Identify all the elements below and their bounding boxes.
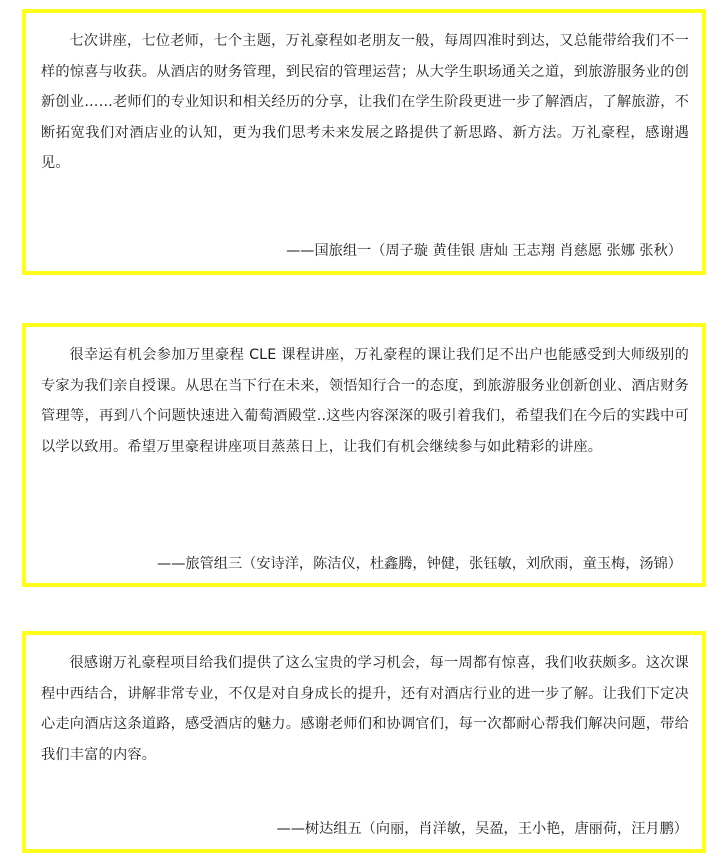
testimonial-text-1: 七次讲座，七位老师，七个主题，万礼豪程如老朋友一般，每周四准时到达，又总能带给我们不一样的惊喜与收获。从酒店的财务管理，到民宿的管理运营；从大学生职场通关之道，到旅游服务业的创新创业……老师们的专业知识和相关经历的分享，让我们在学生阶段更进一步了解酒店，了解旅游，不断拓宽我们对酒店业的认知，更为我们思考未来发展之路提供了新思路、新方法。万礼豪程，感谢遇见。 xyxy=(41,33,689,172)
testimonial-signature-2: ——旅管组三（安诗洋，陈洁仪，杜鑫腾，钟健，张钰敏，刘欣雨，童玉梅，汤锦） xyxy=(157,556,682,572)
testimonial-card-1 xyxy=(22,9,706,275)
testimonial-text-3: 很感谢万礼豪程项目给我们提供了这么宝贵的学习机会，每一周都有惊喜，我们收获颇多。这次课程中西结合，讲解非常专业，不仅是对自身成长的提升，还有对酒店行业的进一步了解。让我们下定决心走向酒店这条道路，感受酒店的魅力。感谢老师们和协调官们，每一次都耐心帮我们解决问题，带给我们丰富的内容。 xyxy=(41,655,689,763)
testimonial-signature-3: ——树达组五（向丽，肖洋敏，吴盈，王小艳，唐丽荷，汪月鹏） xyxy=(276,821,688,837)
testimonial-signature-1: ——国旅组一（周子璇 黄佳银 唐灿 王志翔 肖慈愿 张娜 张秋） xyxy=(286,243,682,259)
testimonial-text-2: 很幸运有机会参加万里豪程 CLE 课程讲座，万礼豪程的课让我们足不出户也能感受到大师级别的专家为我们亲自授课。从思在当下行在未来，领悟知行合一的态度，到旅游服务业创新创业、酒店财务管理等，再到八个问题快速进入葡萄酒殿堂..这些内容深深的吸引着我们，希望我们在今后的实践中可以学以致用。希望万里豪程讲座项目蒸蒸日上，让我们有机会继续参与如此精彩的讲座。 xyxy=(41,347,689,455)
testimonial-card-3 xyxy=(22,631,706,853)
testimonial-card-2 xyxy=(22,323,706,587)
